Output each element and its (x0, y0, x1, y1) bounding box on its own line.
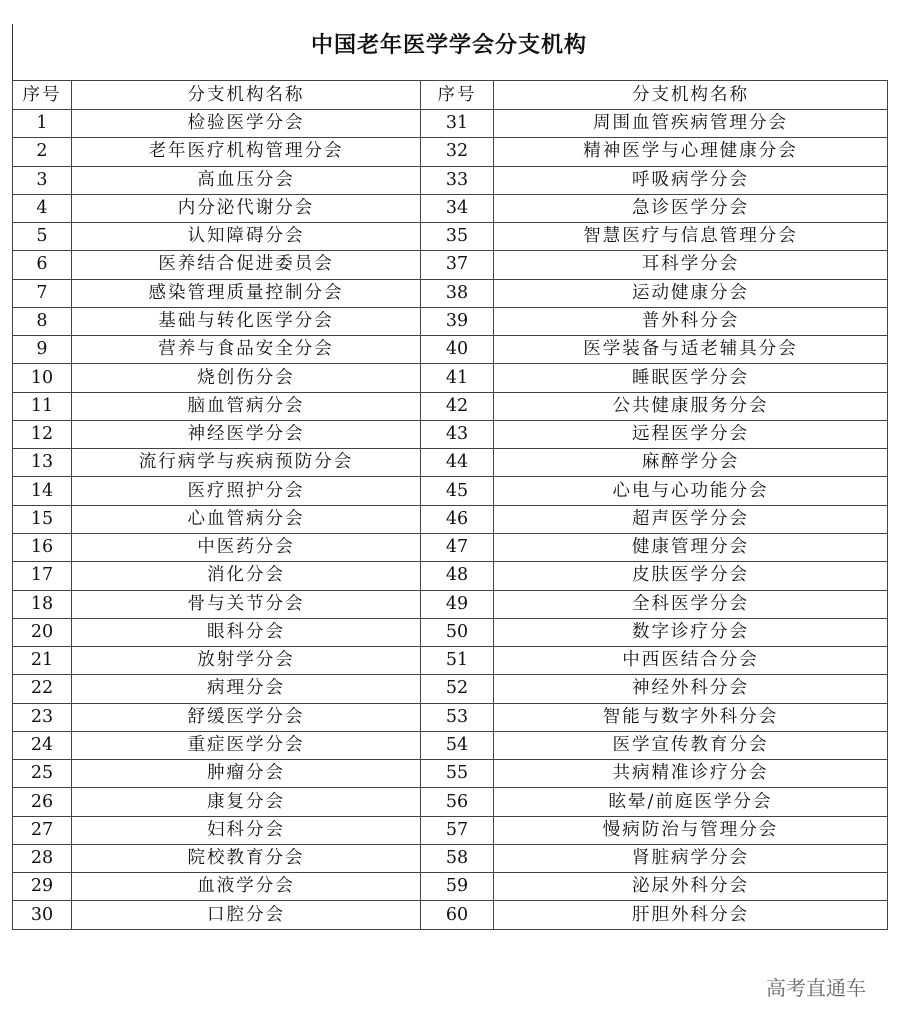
table-row (13, 138, 888, 166)
cell-branch-name: 医学装备与适老辅具分会 (494, 336, 888, 364)
cell-branch-name: 舒缓医学分会 (72, 703, 421, 731)
cell-number: 7 (13, 279, 72, 307)
table-row (13, 816, 888, 844)
cell-number: 3 (13, 166, 72, 194)
table-row (13, 562, 888, 590)
cell-number: 59 (421, 873, 494, 901)
cell-branch-name: 心血管病分会 (72, 505, 421, 533)
watermark: 高考直通车 (766, 976, 866, 1000)
cell-number: 21 (13, 647, 72, 675)
cell-number: 2 (13, 138, 72, 166)
table-row (13, 901, 888, 929)
cell-branch-name: 口腔分会 (72, 901, 421, 929)
cell-number: 15 (13, 505, 72, 533)
cell-number: 17 (13, 562, 72, 590)
cell-branch-name: 病理分会 (72, 675, 421, 703)
cell-number: 27 (13, 816, 72, 844)
cell-number: 14 (13, 477, 72, 505)
cell-number: 5 (13, 223, 72, 251)
header-number: 序号 (13, 81, 72, 110)
cell-branch-name: 营养与食品安全分会 (72, 336, 421, 364)
cell-number: 40 (421, 336, 494, 364)
cell-branch-name: 数字诊疗分会 (494, 618, 888, 646)
table-row (13, 505, 888, 533)
cell-branch-name: 普外科分会 (494, 307, 888, 335)
cell-branch-name: 医养结合促进委员会 (72, 251, 421, 279)
table-row (13, 675, 888, 703)
cell-branch-name: 共病精准诊疗分会 (494, 760, 888, 788)
cell-branch-name: 骨与关节分会 (72, 590, 421, 618)
table-row (13, 618, 888, 646)
table-row (13, 166, 888, 194)
cell-branch-name: 心电与心功能分会 (494, 477, 888, 505)
cell-branch-name: 妇科分会 (72, 816, 421, 844)
table-row (13, 449, 888, 477)
cell-branch-name: 泌尿外科分会 (494, 873, 888, 901)
cell-number: 31 (421, 110, 494, 138)
cell-branch-name: 基础与转化医学分会 (72, 307, 421, 335)
cell-number: 24 (13, 731, 72, 759)
cell-number: 34 (421, 194, 494, 222)
cell-number: 39 (421, 307, 494, 335)
table-row (13, 731, 888, 759)
cell-branch-name: 眩晕/前庭医学分会 (494, 788, 888, 816)
cell-number: 51 (421, 647, 494, 675)
cell-branch-name: 中西医结合分会 (494, 647, 888, 675)
cell-number: 26 (13, 788, 72, 816)
cell-number: 23 (13, 703, 72, 731)
cell-number: 30 (13, 901, 72, 929)
cell-number: 29 (13, 873, 72, 901)
cell-number: 33 (421, 166, 494, 194)
table-row (13, 533, 888, 561)
table-row (13, 477, 888, 505)
cell-number: 41 (421, 364, 494, 392)
cell-number: 37 (421, 251, 494, 279)
cell-branch-name: 麻醉学分会 (494, 449, 888, 477)
cell-branch-name: 呼吸病学分会 (494, 166, 888, 194)
cell-number: 8 (13, 307, 72, 335)
cell-branch-name: 耳科学分会 (494, 251, 888, 279)
cell-number: 1 (13, 110, 72, 138)
table-row (13, 760, 888, 788)
cell-branch-name: 运动健康分会 (494, 279, 888, 307)
cell-branch-name: 老年医疗机构管理分会 (72, 138, 421, 166)
cell-number: 9 (13, 336, 72, 364)
table-row (13, 647, 888, 675)
cell-branch-name: 检验医学分会 (72, 110, 421, 138)
cell-number: 11 (13, 392, 72, 420)
cell-branch-name: 精神医学与心理健康分会 (494, 138, 888, 166)
cell-branch-name: 神经医学分会 (72, 420, 421, 448)
cell-number: 55 (421, 760, 494, 788)
cell-number: 48 (421, 562, 494, 590)
cell-branch-name: 烧创伤分会 (72, 364, 421, 392)
cell-number: 32 (421, 138, 494, 166)
cell-number: 28 (13, 844, 72, 872)
cell-number: 22 (13, 675, 72, 703)
cell-number: 13 (13, 449, 72, 477)
cell-number: 46 (421, 505, 494, 533)
cell-branch-name: 消化分会 (72, 562, 421, 590)
cell-branch-name: 认知障碍分会 (72, 223, 421, 251)
cell-branch-name: 眼科分会 (72, 618, 421, 646)
cell-number: 54 (421, 731, 494, 759)
cell-number: 47 (421, 533, 494, 561)
table-row (13, 590, 888, 618)
cell-branch-name: 智能与数字外科分会 (494, 703, 888, 731)
cell-branch-name: 康复分会 (72, 788, 421, 816)
table-row (13, 223, 888, 251)
cell-branch-name: 周围血管疾病管理分会 (494, 110, 888, 138)
cell-number: 18 (13, 590, 72, 618)
cell-branch-name: 皮肤医学分会 (494, 562, 888, 590)
table-row (13, 844, 888, 872)
cell-number: 4 (13, 194, 72, 222)
table-row (13, 364, 888, 392)
cell-branch-name: 医疗照护分会 (72, 477, 421, 505)
cell-number: 52 (421, 675, 494, 703)
cell-branch-name: 慢病防治与管理分会 (494, 816, 888, 844)
cell-number: 12 (13, 420, 72, 448)
header-number: 序号 (421, 81, 494, 110)
table-row (13, 788, 888, 816)
cell-number: 45 (421, 477, 494, 505)
cell-branch-name: 感染管理质量控制分会 (72, 279, 421, 307)
cell-branch-name: 肾脏病学分会 (494, 844, 888, 872)
cell-branch-name: 肿瘤分会 (72, 760, 421, 788)
cell-number: 60 (421, 901, 494, 929)
header-row (13, 81, 888, 110)
table-row (13, 420, 888, 448)
cell-number: 20 (13, 618, 72, 646)
cell-number: 35 (421, 223, 494, 251)
cell-branch-name: 流行病学与疾病预防分会 (72, 449, 421, 477)
cell-branch-name: 院校教育分会 (72, 844, 421, 872)
cell-branch-name: 放射学分会 (72, 647, 421, 675)
cell-branch-name: 公共健康服务分会 (494, 392, 888, 420)
cell-branch-name: 内分泌代谢分会 (72, 194, 421, 222)
cell-number: 42 (421, 392, 494, 420)
cell-branch-name: 肝胆外科分会 (494, 901, 888, 929)
cell-number: 49 (421, 590, 494, 618)
cell-branch-name: 睡眠医学分会 (494, 364, 888, 392)
table-row (13, 279, 888, 307)
cell-branch-name: 超声医学分会 (494, 505, 888, 533)
cell-number: 25 (13, 760, 72, 788)
page-title: 中国老年医学学会分支机构 (310, 32, 587, 58)
table-row (13, 873, 888, 901)
cell-branch-name: 远程医学分会 (494, 420, 888, 448)
cell-number: 58 (421, 844, 494, 872)
branch-table (12, 80, 888, 930)
table-row (13, 336, 888, 364)
header-name: 分支机构名称 (494, 81, 888, 110)
cell-number: 16 (13, 533, 72, 561)
cell-branch-name: 医学宣传教育分会 (494, 731, 888, 759)
table-row (13, 110, 888, 138)
cell-branch-name: 神经外科分会 (494, 675, 888, 703)
table-row (13, 392, 888, 420)
cell-branch-name: 高血压分会 (72, 166, 421, 194)
cell-number: 56 (421, 788, 494, 816)
cell-branch-name: 中医药分会 (72, 533, 421, 561)
cell-number: 6 (13, 251, 72, 279)
table-row (13, 703, 888, 731)
cell-branch-name: 重症医学分会 (72, 731, 421, 759)
cell-branch-name: 血液学分会 (72, 873, 421, 901)
cell-branch-name: 脑血管病分会 (72, 392, 421, 420)
cell-number: 53 (421, 703, 494, 731)
table-row (13, 194, 888, 222)
cell-branch-name: 全科医学分会 (494, 590, 888, 618)
cell-branch-name: 健康管理分会 (494, 533, 888, 561)
cell-number: 50 (421, 618, 494, 646)
cell-branch-name: 急诊医学分会 (494, 194, 888, 222)
cell-number: 57 (421, 816, 494, 844)
cell-number: 44 (421, 449, 494, 477)
cell-number: 38 (421, 279, 494, 307)
table-row (13, 251, 888, 279)
cell-number: 10 (13, 364, 72, 392)
table-row (13, 307, 888, 335)
header-name: 分支机构名称 (72, 81, 421, 110)
cell-number: 43 (421, 420, 494, 448)
cell-branch-name: 智慧医疗与信息管理分会 (494, 223, 888, 251)
